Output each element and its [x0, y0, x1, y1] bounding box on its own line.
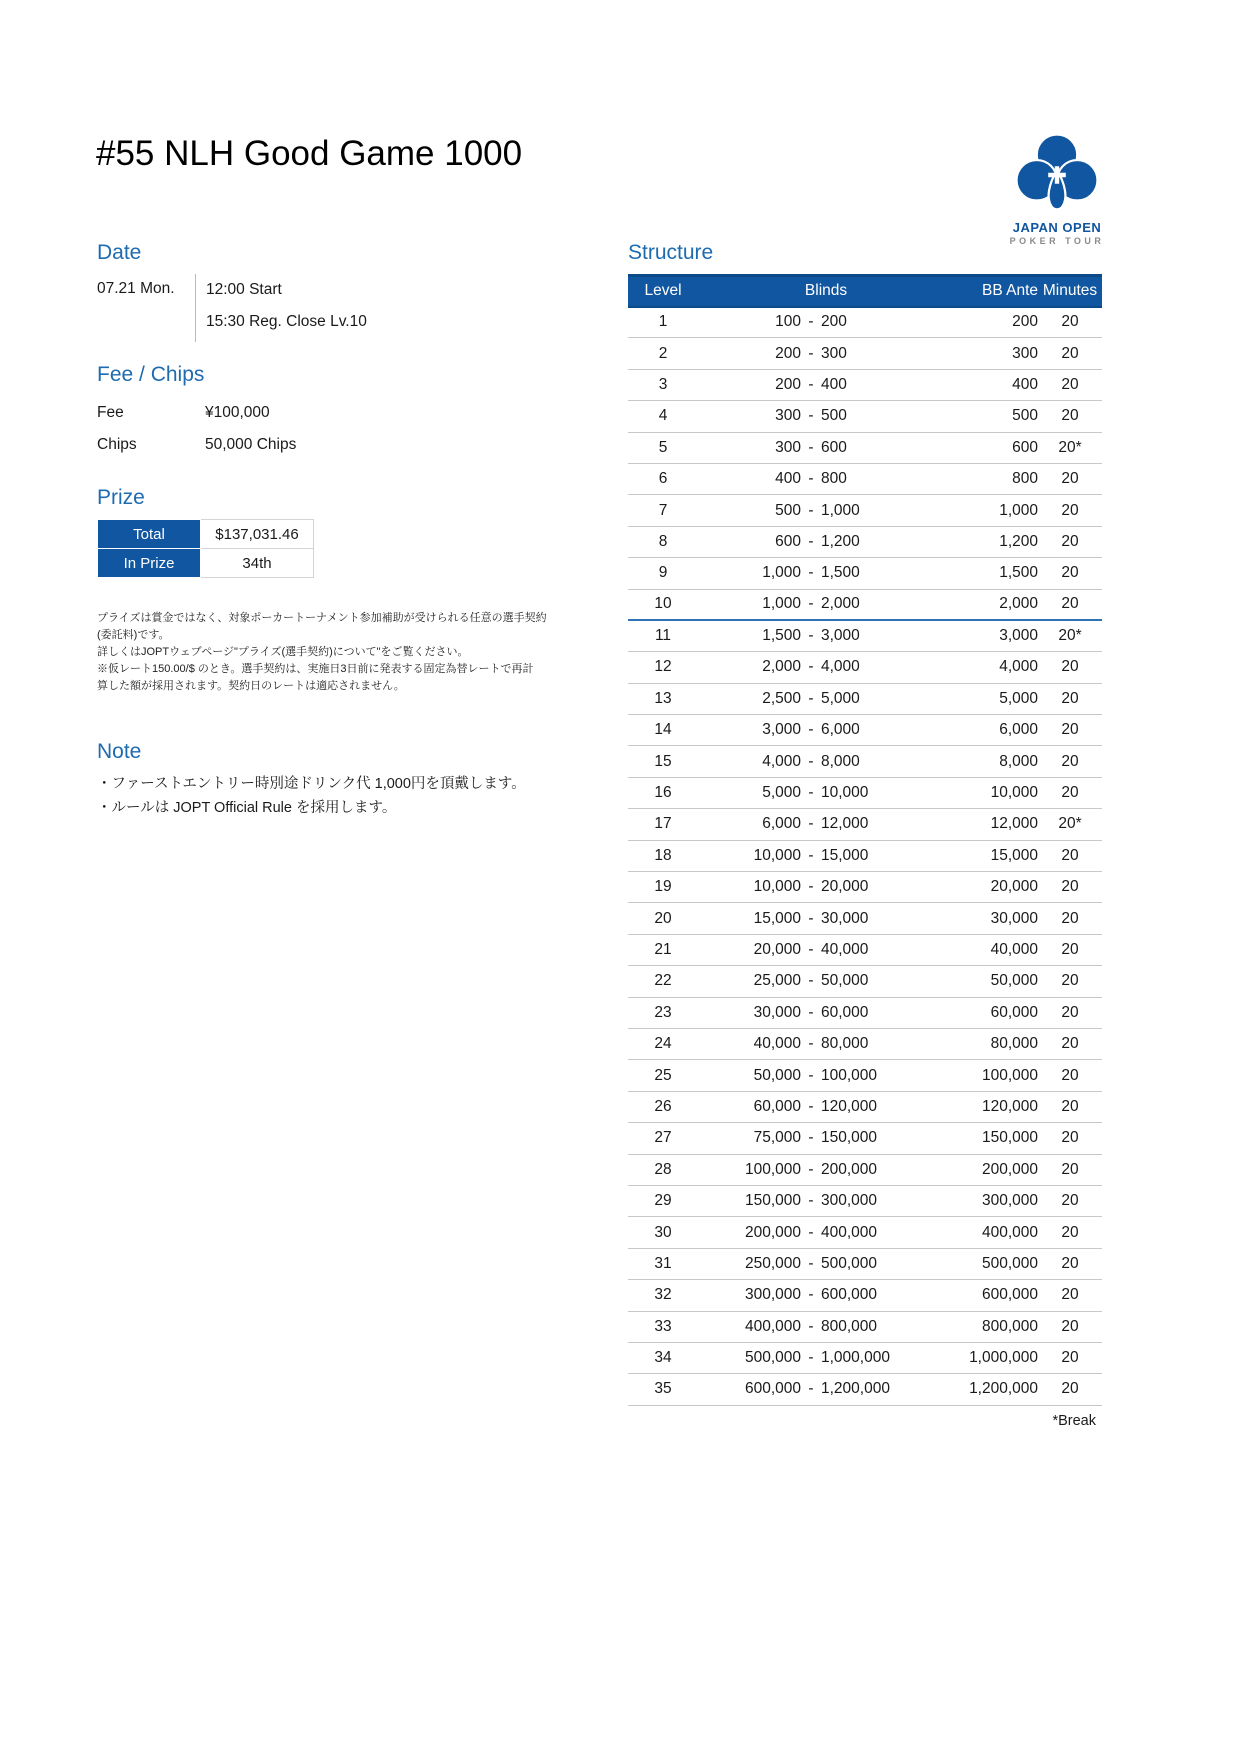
- blinds-separator: -: [801, 369, 821, 400]
- blinds-separator: -: [801, 746, 821, 777]
- minutes-cell: 20: [1038, 401, 1102, 432]
- structure-row: [628, 934, 1102, 965]
- structure-row: [628, 1217, 1102, 1248]
- col-header-bb-ante: BB Ante: [982, 282, 1039, 300]
- small-blind-cell: 400,000: [698, 1311, 801, 1342]
- start-time: 12:00 Start: [206, 281, 282, 298]
- level-cell: 8: [628, 526, 698, 557]
- minutes-cell: 20: [1038, 338, 1102, 369]
- small-blind-cell: 15,000: [698, 903, 801, 934]
- minutes-cell: 20: [1038, 1185, 1102, 1216]
- bb-ante-cell: 50,000: [954, 966, 1038, 997]
- jopt-logo: [1002, 131, 1112, 246]
- level-cell: 6: [628, 463, 698, 494]
- small-blind-cell: 500,000: [698, 1342, 801, 1373]
- small-blind-cell: 400: [698, 463, 801, 494]
- logo-title: JAPAN OPEN: [1012, 220, 1102, 235]
- minutes-cell: 20: [1038, 558, 1102, 589]
- structure-row: [628, 1091, 1102, 1122]
- prize-disclaimer-line: 詳しくはJOPTウェブページ"プライズ(選手契約)について"をご覧ください。: [97, 646, 469, 658]
- big-blind-cell: 500: [821, 401, 954, 432]
- bb-ante-cell: 1,500: [954, 558, 1038, 589]
- small-blind-cell: 5,000: [698, 777, 801, 808]
- blinds-separator: -: [801, 401, 821, 432]
- big-blind-cell: 400: [821, 369, 954, 400]
- minutes-cell: 20: [1038, 903, 1102, 934]
- big-blind-cell: 800,000: [821, 1311, 954, 1342]
- blinds-separator: -: [801, 1060, 821, 1091]
- big-blind-cell: 1,000,000: [821, 1342, 954, 1373]
- club-suit-icon: [1002, 131, 1112, 219]
- bb-ante-cell: 40,000: [954, 934, 1038, 965]
- big-blind-cell: 8,000: [821, 746, 954, 777]
- level-cell: 32: [628, 1280, 698, 1311]
- structure-row: [628, 495, 1102, 526]
- bb-ante-cell: 1,200: [954, 526, 1038, 557]
- bb-ante-cell: 200,000: [954, 1154, 1038, 1185]
- blinds-separator: -: [801, 1028, 821, 1059]
- blinds-separator: -: [801, 1374, 821, 1405]
- structure-heading: Structure: [628, 241, 714, 264]
- minutes-cell: 20: [1038, 1311, 1102, 1342]
- big-blind-cell: 1,500: [821, 558, 954, 589]
- blinds-separator: -: [801, 1154, 821, 1185]
- bb-ante-cell: 2,000: [954, 589, 1038, 620]
- small-blind-cell: 6,000: [698, 809, 801, 840]
- big-blind-cell: 600,000: [821, 1280, 954, 1311]
- structure-row: [628, 369, 1102, 400]
- minutes-cell: 20: [1038, 1028, 1102, 1059]
- minutes-cell: 20*: [1038, 809, 1102, 840]
- minutes-cell: 20: [1038, 1342, 1102, 1373]
- structure-row: [628, 307, 1102, 338]
- structure-row: [628, 1060, 1102, 1091]
- bb-ante-cell: 5,000: [954, 683, 1038, 714]
- blinds-separator: -: [801, 809, 821, 840]
- blinds-separator: -: [801, 432, 821, 463]
- minutes-cell: 20: [1038, 840, 1102, 871]
- big-blind-cell: 4,000: [821, 652, 954, 683]
- level-cell: 29: [628, 1185, 698, 1216]
- big-blind-cell: 100,000: [821, 1060, 954, 1091]
- level-cell: 4: [628, 401, 698, 432]
- structure-row: [628, 526, 1102, 557]
- minutes-cell: 20: [1038, 1280, 1102, 1311]
- date-heading: Date: [97, 241, 142, 264]
- small-blind-cell: 60,000: [698, 1091, 801, 1122]
- level-cell: 21: [628, 934, 698, 965]
- blinds-separator: -: [801, 495, 821, 526]
- small-blind-cell: 75,000: [698, 1123, 801, 1154]
- small-blind-cell: 50,000: [698, 1060, 801, 1091]
- minutes-cell: 20: [1038, 1154, 1102, 1185]
- structure-row: [628, 1248, 1102, 1279]
- bb-ante-cell: 60,000: [954, 997, 1038, 1028]
- structure-row: [628, 1280, 1102, 1311]
- bb-ante-cell: 20,000: [954, 872, 1038, 903]
- note-heading: Note: [97, 740, 142, 763]
- minutes-cell: 20: [1038, 997, 1102, 1028]
- minutes-cell: 20: [1038, 307, 1102, 338]
- blinds-separator: -: [801, 683, 821, 714]
- big-blind-cell: 800: [821, 463, 954, 494]
- bb-ante-cell: 8,000: [954, 746, 1038, 777]
- minutes-cell: 20: [1038, 463, 1102, 494]
- structure-row: [628, 746, 1102, 777]
- structure-row: [628, 652, 1102, 683]
- level-cell: 17: [628, 809, 698, 840]
- level-cell: 31: [628, 1248, 698, 1279]
- bb-ante-cell: 15,000: [954, 840, 1038, 871]
- level-cell: 24: [628, 1028, 698, 1059]
- level-cell: 11: [628, 620, 698, 651]
- note-line: ・ルールは JOPT Official Rule を採用します。: [97, 800, 397, 816]
- date-section: [97, 241, 567, 342]
- chips-value: 50,000 Chips: [205, 436, 297, 453]
- bb-ante-cell: 80,000: [954, 1028, 1038, 1059]
- small-blind-cell: 100,000: [698, 1154, 801, 1185]
- blinds-separator: -: [801, 997, 821, 1028]
- bb-ante-cell: 500,000: [954, 1248, 1038, 1279]
- small-blind-cell: 300: [698, 401, 801, 432]
- reg-close-time: 15:30 Reg. Close Lv.10: [206, 313, 367, 330]
- minutes-cell: 20: [1038, 589, 1102, 620]
- small-blind-cell: 2,500: [698, 683, 801, 714]
- blinds-separator: -: [801, 1217, 821, 1248]
- big-blind-cell: 120,000: [821, 1091, 954, 1122]
- big-blind-cell: 50,000: [821, 966, 954, 997]
- blinds-separator: -: [801, 1280, 821, 1311]
- small-blind-cell: 600,000: [698, 1374, 801, 1405]
- level-cell: 26: [628, 1091, 698, 1122]
- big-blind-cell: 150,000: [821, 1123, 954, 1154]
- blinds-separator: -: [801, 872, 821, 903]
- note-section: [97, 740, 617, 820]
- minutes-cell: 20: [1038, 683, 1102, 714]
- blinds-separator: -: [801, 526, 821, 557]
- structure-row: [628, 338, 1102, 369]
- big-blind-cell: 200: [821, 307, 954, 338]
- level-cell: 28: [628, 1154, 698, 1185]
- level-cell: 10: [628, 589, 698, 620]
- blinds-separator: -: [801, 966, 821, 997]
- big-blind-cell: 1,000: [821, 495, 954, 526]
- small-blind-cell: 100: [698, 307, 801, 338]
- big-blind-cell: 10,000: [821, 777, 954, 808]
- bb-ante-cell: 1,000: [954, 495, 1038, 526]
- big-blind-cell: 500,000: [821, 1248, 954, 1279]
- bb-ante-cell: 200: [954, 307, 1038, 338]
- logo-subtitle: POKER TOUR: [1009, 236, 1105, 246]
- small-blind-cell: 1,500: [698, 620, 801, 651]
- structure-row: [628, 872, 1102, 903]
- level-cell: 22: [628, 966, 698, 997]
- col-header-minutes: Minutes: [1042, 282, 1098, 300]
- structure-row: [628, 620, 1102, 651]
- minutes-cell: 20*: [1038, 620, 1102, 651]
- bb-ante-cell: 300: [954, 338, 1038, 369]
- bb-ante-cell: 3,000: [954, 620, 1038, 651]
- structure-row: [628, 1185, 1102, 1216]
- structure-row: [628, 809, 1102, 840]
- minutes-cell: 20: [1038, 526, 1102, 557]
- level-cell: 25: [628, 1060, 698, 1091]
- structure-row: [628, 840, 1102, 871]
- big-blind-cell: 40,000: [821, 934, 954, 965]
- blinds-separator: -: [801, 307, 821, 338]
- small-blind-cell: 300,000: [698, 1280, 801, 1311]
- minutes-cell: 20: [1038, 369, 1102, 400]
- structure-row: [628, 401, 1102, 432]
- bb-ante-cell: 150,000: [954, 1123, 1038, 1154]
- blinds-separator: -: [801, 1185, 821, 1216]
- level-cell: 33: [628, 1311, 698, 1342]
- minutes-cell: 20: [1038, 715, 1102, 746]
- structure-section: [628, 241, 1102, 1429]
- blinds-separator: -: [801, 652, 821, 683]
- date-divider: [195, 274, 196, 342]
- level-cell: 12: [628, 652, 698, 683]
- note-line: ・ファーストエントリー時別途ドリンク代 1,000円を頂戴します。: [97, 776, 526, 792]
- small-blind-cell: 600: [698, 526, 801, 557]
- chips-label: Chips: [97, 436, 137, 453]
- structure-row: [628, 997, 1102, 1028]
- big-blind-cell: 12,000: [821, 809, 954, 840]
- structure-row: [628, 1028, 1102, 1059]
- level-cell: 5: [628, 432, 698, 463]
- small-blind-cell: 10,000: [698, 872, 801, 903]
- structure-row: [628, 683, 1102, 714]
- bb-ante-cell: 120,000: [954, 1091, 1038, 1122]
- prize-disclaimer-line: 算した額が採用されます。契約日のレートは適応されません。: [97, 680, 405, 692]
- blinds-separator: -: [801, 777, 821, 808]
- bb-ante-cell: 400: [954, 369, 1038, 400]
- prize-disclaimer: [97, 610, 577, 695]
- big-blind-cell: 60,000: [821, 997, 954, 1028]
- big-blind-cell: 15,000: [821, 840, 954, 871]
- date-body: [97, 274, 567, 342]
- minutes-cell: 20: [1038, 1217, 1102, 1248]
- big-blind-cell: 1,200: [821, 526, 954, 557]
- small-blind-cell: 4,000: [698, 746, 801, 777]
- bb-ante-cell: 500: [954, 401, 1038, 432]
- prize-inprize-label: In Prize: [98, 549, 201, 578]
- level-cell: 20: [628, 903, 698, 934]
- small-blind-cell: 25,000: [698, 966, 801, 997]
- blinds-separator: -: [801, 903, 821, 934]
- level-cell: 16: [628, 777, 698, 808]
- bb-ante-cell: 10,000: [954, 777, 1038, 808]
- big-blind-cell: 80,000: [821, 1028, 954, 1059]
- level-cell: 3: [628, 369, 698, 400]
- col-header-level: Level: [644, 282, 682, 300]
- fee-value: ¥100,000: [205, 404, 270, 421]
- bb-ante-cell: 600,000: [954, 1280, 1038, 1311]
- small-blind-cell: 200: [698, 369, 801, 400]
- note-lines: [97, 772, 617, 820]
- bb-ante-cell: 300,000: [954, 1185, 1038, 1216]
- fee-label: Fee: [97, 404, 124, 421]
- big-blind-cell: 300: [821, 338, 954, 369]
- small-blind-cell: 10,000: [698, 840, 801, 871]
- minutes-cell: 20: [1038, 777, 1102, 808]
- bb-ante-cell: 800: [954, 463, 1038, 494]
- structure-row: [628, 903, 1102, 934]
- minutes-cell: 20: [1038, 495, 1102, 526]
- prize-inprize-row: [98, 549, 314, 578]
- structure-row: [628, 1342, 1102, 1373]
- blinds-separator: -: [801, 620, 821, 651]
- structure-row: [628, 1311, 1102, 1342]
- break-footnote: *Break: [1052, 1412, 1096, 1429]
- level-cell: 23: [628, 997, 698, 1028]
- prize-disclaimer-line: ※仮レート150.00/$ のとき。選手契約は、実施日3日前に発表する固定為替レートで再計: [97, 663, 534, 675]
- bb-ante-cell: 1,200,000: [954, 1374, 1038, 1405]
- structure-header-row: [628, 276, 1102, 307]
- blinds-separator: -: [801, 1091, 821, 1122]
- blinds-separator: -: [801, 338, 821, 369]
- big-blind-cell: 300,000: [821, 1185, 954, 1216]
- small-blind-cell: 250,000: [698, 1248, 801, 1279]
- fee-chips-rows: [97, 397, 567, 461]
- small-blind-cell: 1,000: [698, 558, 801, 589]
- prize-total-label: Total: [98, 520, 201, 549]
- structure-table-body: [628, 307, 1102, 1406]
- level-cell: 2: [628, 338, 698, 369]
- bb-ante-cell: 100,000: [954, 1060, 1038, 1091]
- bb-ante-cell: 4,000: [954, 652, 1038, 683]
- level-cell: 14: [628, 715, 698, 746]
- bb-ante-cell: 6,000: [954, 715, 1038, 746]
- structure-row: [628, 1374, 1102, 1405]
- chips-row: [97, 429, 567, 461]
- structure-row: [628, 1123, 1102, 1154]
- small-blind-cell: 500: [698, 495, 801, 526]
- prize-disclaimer-line: プライズは賞金ではなく、対象ポーカートーナメント参加補助が受けられる任意の選手契約: [97, 612, 547, 624]
- structure-row: [628, 777, 1102, 808]
- col-header-blinds: Blinds: [804, 282, 848, 300]
- level-cell: 19: [628, 872, 698, 903]
- level-cell: 18: [628, 840, 698, 871]
- prize-table: [97, 519, 314, 578]
- big-blind-cell: 20,000: [821, 872, 954, 903]
- blinds-separator: -: [801, 463, 821, 494]
- blinds-separator: -: [801, 1248, 821, 1279]
- structure-row: [628, 558, 1102, 589]
- big-blind-cell: 1,200,000: [821, 1374, 954, 1405]
- structure-row: [628, 1154, 1102, 1185]
- minutes-cell: 20: [1038, 1060, 1102, 1091]
- minutes-cell: 20: [1038, 1374, 1102, 1405]
- level-cell: 30: [628, 1217, 698, 1248]
- prize-total-value: $137,031.46: [201, 520, 314, 549]
- bb-ante-cell: 30,000: [954, 903, 1038, 934]
- small-blind-cell: 200,000: [698, 1217, 801, 1248]
- prize-inprize-value: 34th: [201, 549, 314, 578]
- fee-chips-section: [97, 363, 567, 461]
- blinds-separator: -: [801, 840, 821, 871]
- bb-ante-cell: 800,000: [954, 1311, 1038, 1342]
- level-cell: 9: [628, 558, 698, 589]
- date-times: [206, 274, 367, 342]
- minutes-cell: 20: [1038, 966, 1102, 997]
- big-blind-cell: 2,000: [821, 589, 954, 620]
- prize-disclaimer-line: (委託料)です。: [97, 629, 170, 641]
- small-blind-cell: 150,000: [698, 1185, 801, 1216]
- blinds-separator: -: [801, 934, 821, 965]
- small-blind-cell: 20,000: [698, 934, 801, 965]
- structure-table: [628, 274, 1102, 1406]
- big-blind-cell: 30,000: [821, 903, 954, 934]
- bb-ante-cell: 1,000,000: [954, 1342, 1038, 1373]
- bb-ante-cell: 12,000: [954, 809, 1038, 840]
- structure-row: [628, 432, 1102, 463]
- prize-heading: Prize: [97, 486, 145, 509]
- big-blind-cell: 600: [821, 432, 954, 463]
- structure-row: [628, 715, 1102, 746]
- bb-ante-cell: 400,000: [954, 1217, 1038, 1248]
- page-title: #55 NLH Good Game 1000: [96, 134, 523, 173]
- minutes-cell: 20: [1038, 1248, 1102, 1279]
- prize-total-row: [98, 520, 314, 549]
- level-cell: 35: [628, 1374, 698, 1405]
- small-blind-cell: 200: [698, 338, 801, 369]
- level-cell: 27: [628, 1123, 698, 1154]
- minutes-cell: 20: [1038, 652, 1102, 683]
- minutes-cell: 20: [1038, 1091, 1102, 1122]
- structure-row: [628, 966, 1102, 997]
- small-blind-cell: 30,000: [698, 997, 801, 1028]
- level-cell: 1: [628, 307, 698, 338]
- level-cell: 34: [628, 1342, 698, 1373]
- blinds-separator: -: [801, 715, 821, 746]
- big-blind-cell: 6,000: [821, 715, 954, 746]
- small-blind-cell: 3,000: [698, 715, 801, 746]
- blinds-separator: -: [801, 589, 821, 620]
- prize-section: [97, 486, 567, 578]
- level-cell: 7: [628, 495, 698, 526]
- big-blind-cell: 5,000: [821, 683, 954, 714]
- small-blind-cell: 2,000: [698, 652, 801, 683]
- minutes-cell: 20: [1038, 746, 1102, 777]
- structure-row: [628, 463, 1102, 494]
- date-day: 07.21 Mon.: [97, 280, 175, 297]
- bb-ante-cell: 600: [954, 432, 1038, 463]
- blinds-separator: -: [801, 1342, 821, 1373]
- structure-row: [628, 589, 1102, 620]
- level-cell: 13: [628, 683, 698, 714]
- small-blind-cell: 1,000: [698, 589, 801, 620]
- blinds-separator: -: [801, 1311, 821, 1342]
- blinds-separator: -: [801, 1123, 821, 1154]
- minutes-cell: 20: [1038, 1123, 1102, 1154]
- blinds-separator: -: [801, 558, 821, 589]
- big-blind-cell: 3,000: [821, 620, 954, 651]
- minutes-cell: 20*: [1038, 432, 1102, 463]
- big-blind-cell: 200,000: [821, 1154, 954, 1185]
- small-blind-cell: 300: [698, 432, 801, 463]
- level-cell: 15: [628, 746, 698, 777]
- minutes-cell: 20: [1038, 872, 1102, 903]
- big-blind-cell: 400,000: [821, 1217, 954, 1248]
- fee-row: [97, 397, 567, 429]
- fee-chips-heading: Fee / Chips: [97, 363, 205, 386]
- minutes-cell: 20: [1038, 934, 1102, 965]
- small-blind-cell: 40,000: [698, 1028, 801, 1059]
